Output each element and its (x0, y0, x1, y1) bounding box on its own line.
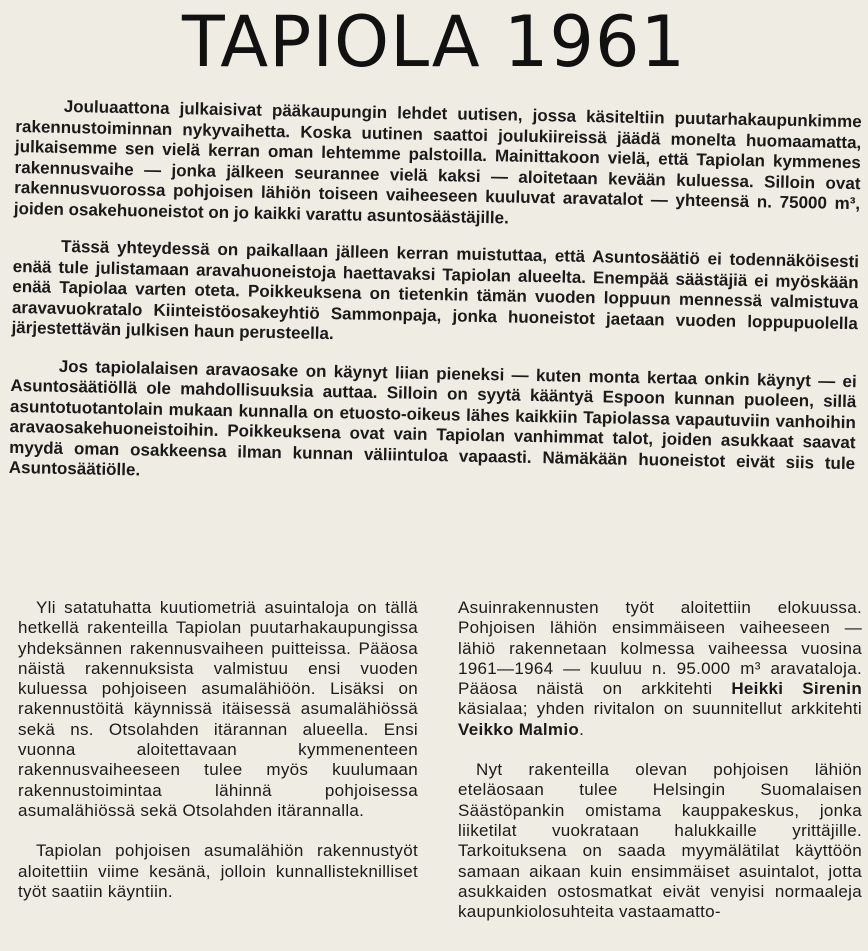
intro-paragraph: Tässä yhteydessä on paikallaan jälleen kerran muistuttaa, että Asuntosäätiö ei todennäköisesti enää tule julistamaan aravahuoneistoja haettavaksi Tapiolan alueelta. Enempää säästäjiä ei myöskään enää Tapiolaa varten oteta. Poikkeuksena on tietenkin tämän vuoden loppuun mennessä valmistuva aravavuokratalo Kiinteistöosakeyhtiö Sammonpaja, jonka huoneistot jaetaan vuoden loppupuolella järjestettävän julkisen haun perusteella. (11, 236, 860, 344)
text-run: . (579, 719, 585, 739)
body-paragraph (458, 598, 862, 740)
intro-paragraph: Jouluaattona julkaisivat pääkaupungin lehdet uutisen, jossa käsiteltiin puutarhakaupunkimme rakennustoiminnan nykyvaihetta. Koska uutinen saattoi joulukiireissä jäädä monelta huomaamatta, julkaisemme sen vielä kerran oman lehtemme palstoilla. Mainittakoon vielä, että Tapiolan kymmenes rakennusvaihe — jonka jälkeen seurannee vielä kaksi — aloitetaan kevään kuluessa. Silloin ovat rakennusvuorossa pohjoisen lähiön toiseen vaiheeseen kuuluvat aravatalot — yhteensä n. 75000 m³, joiden osakehuoneistot on jo kaikki varattu asuntosäästäjille. (13, 96, 862, 227)
architect-name: Heikki Sirenin (731, 679, 862, 699)
architect-name: Veikko Malmio (458, 719, 580, 739)
left-column (18, 598, 418, 922)
body-paragraph: Nyt rakenteilla olevan pohjoisen lähiön eteläosaan tulee Helsingin Suomalaisen Säästöpankin omistama kauppakeskus, jonka liiketilat vuokrataan halukkaille yrittäjille. Tarkoituksena on saada myymälätilat käyttöön samaan aikaan kuin ensimmäiset asuintalot, jotta asukkaiden ostosmatkat eivät venyisi normaaleja kaupunkiolosuhteita vastaamatto- (458, 760, 862, 922)
intro-section (8, 96, 862, 512)
text-run: Asuinrakennusten työt aloitettiin elokuussa. Pohjoisen lähiön ensimmäiseen vaiheeseen — lähiö rakennetaan kolmessa vaiheessa vuosina 1961—1964 — kuuluu n. 95.000 m³ aravataloja. Pääosa näistä on arkkitehti (458, 598, 862, 699)
page-title: TAPIOLA 1961 (181, 1, 687, 83)
right-column (458, 598, 862, 942)
body-paragraph: Yli satatuhatta kuutiometriä asuintaloja on tällä hetkellä rakenteilla Tapiolan puutarhakaupungissa yhdeksännen rakennusvaiheen puitteissa. Pääosa näistä rakennuksista valmistuu ensi vuoden kuluessa pohjoiseen asumalähiöön. Lisäksi on rakennustöitä käynnissä itäisessä asumalähiössä sekä ns. Otsolahden itärannan alueella. Ensi vuonna aloitettavaan kymmenenteen rakennusvaiheeseen tulee myös kuulumaan rakennustoimintaa lähinnä pohjoisessa asumalähiössä sekä Otsolahden itärannalla. (18, 598, 418, 820)
text-run: käsialaa; yhden rivitalon on suunnitellut arkkitehti (458, 699, 862, 719)
body-paragraph: Tapiolan pohjoisen asumalähiön rakennustyöt aloitettiin viime kesänä, jolloin kunnallisteknilliset työt saatiin käyntiin. (18, 841, 418, 901)
intro-paragraph: Jos tapiolalaisen aravaosake on käynyt liian pieneksi — kuten monta kertaa onkin käynyt — ei Asuntosäätiöllä ole mahdollisuuksia auttaa. Silloin on syytä kääntyä Espoon kunnan puoleen, sillä asuntotuotantolain mukaan kunnalla on etuosto-oikeus lähes kaikkiin Tapiolassa vapautuviin vanhoihin aravaosakehuoneistoihin. Poikkeuksena ovat vain Tapiolan vanhimmat talot, joiden asukkaat saavat myydä oman osakkeensa ilman kunnan väliintuloa vapaasti. Nämäkään huoneistot eivät siis tule Asuntosäätiölle. (8, 356, 857, 480)
